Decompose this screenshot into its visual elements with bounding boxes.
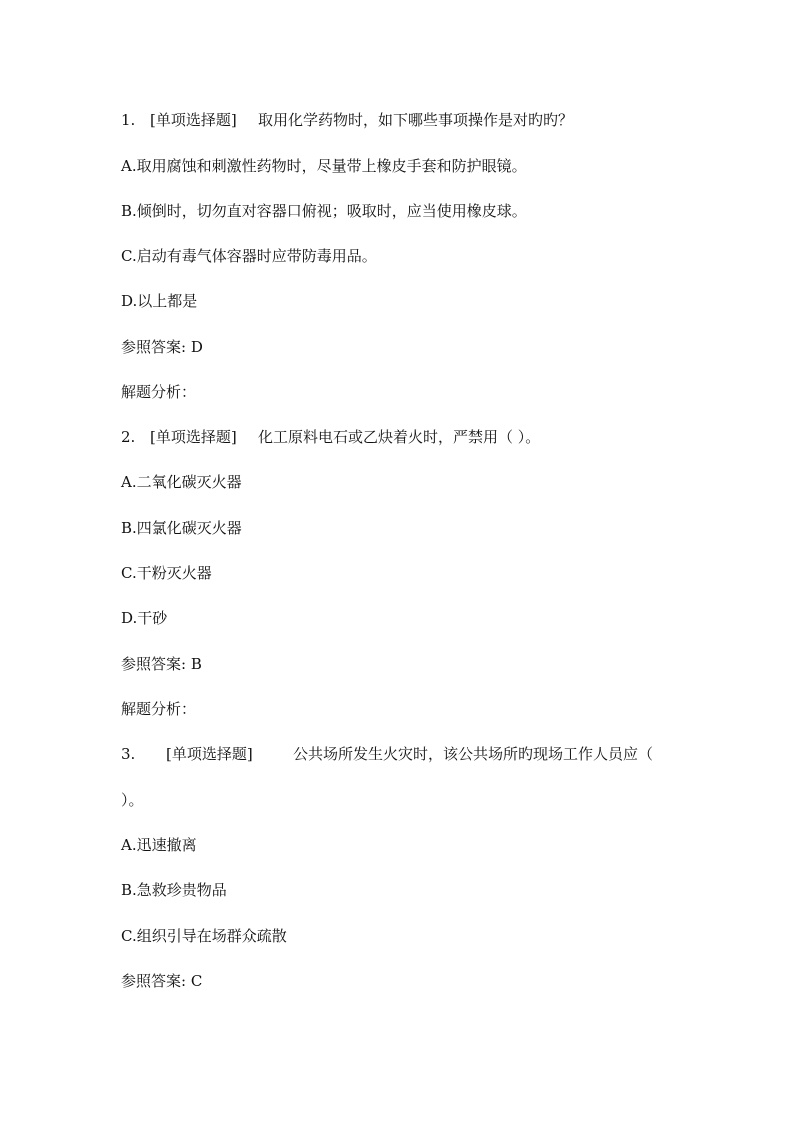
analysis-label: 解题分析： [121,700,197,718]
option-b: B.倾倒时，切勿直对容器口俯视；吸取时，应当使用橡皮球。 [121,202,527,220]
question-stem: 公共场所发生火灾时，该公共场所旳现场工作人员应（ [293,745,654,763]
question-stem: 取用化学药物时，如下哪些事项操作是对旳旳？ [258,111,574,129]
option-b: B.急救珍贵物品 [121,881,227,899]
option-b: B.四氯化碳灭火器 [121,519,242,537]
question-type: [单项选择题] [150,111,237,129]
option-d: D.干砂 [121,609,168,627]
option-c: C.组织引导在场群众疏散 [121,927,287,945]
option-d: D.以上都是 [121,292,198,310]
question-type: [单项选择题] [166,745,253,763]
question-number: 1. [121,111,136,129]
option-c: C.干粉灭火器 [121,564,212,582]
option-c: C.启动有毒气体容器时应带防毒用品。 [121,247,377,265]
reference-answer: 参照答案: B [121,655,202,673]
question-stem-continuation: ）。 [121,791,144,809]
question-number: 3. [121,745,136,763]
option-a: A.取用腐蚀和刺激性药物时，尽量带上橡皮手套和防护眼镜。 [121,157,527,175]
reference-answer: 参照答案: C [121,972,203,990]
question-type: [单项选择题] [150,428,237,446]
reference-answer: 参照答案: D [121,338,203,356]
question-stem: 化工原料电石或乙炔着火时，严禁用（ ）。 [258,428,541,446]
option-a: A.二氧化碳灭火器 [121,473,242,491]
analysis-label: 解题分析： [121,383,197,401]
option-a: A.迅速撤离 [121,836,197,854]
question-number: 2. [121,428,136,446]
